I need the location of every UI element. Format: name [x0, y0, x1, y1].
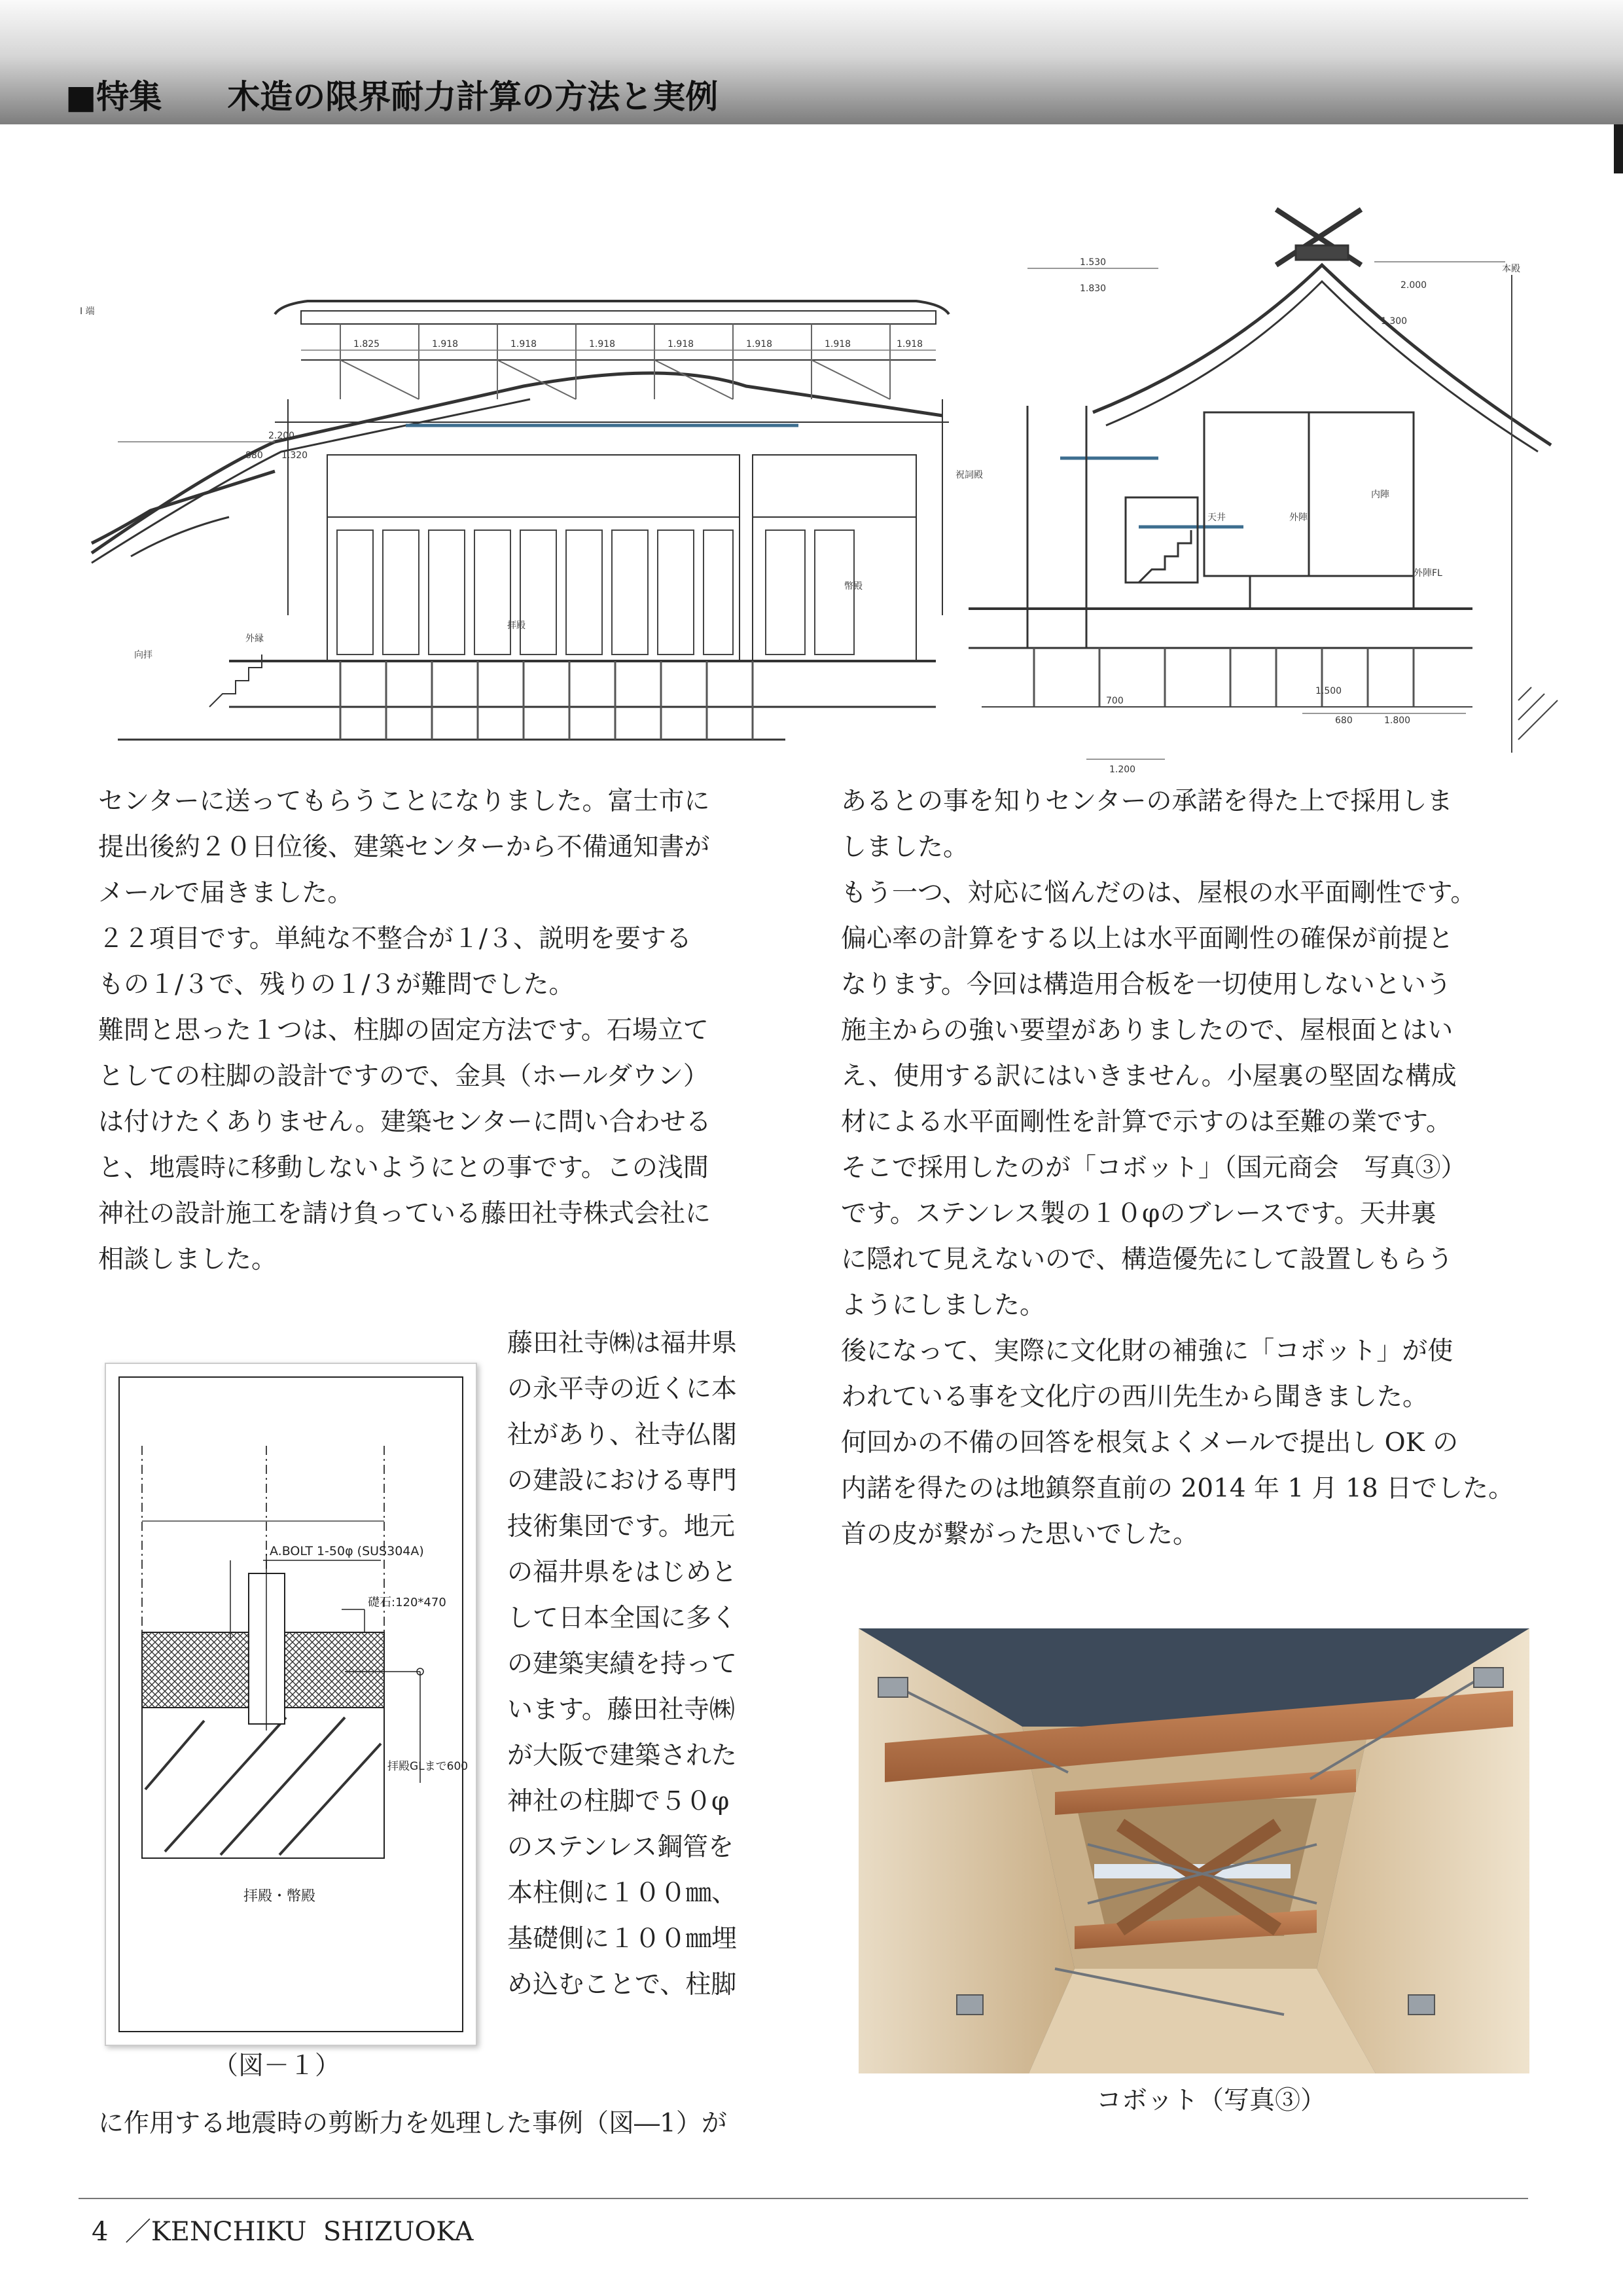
text-line: 相談しました。 — [98, 1245, 277, 1274]
footer — [92, 2211, 473, 2248]
drawing-label-naijin: 内陣 — [1371, 490, 1389, 500]
page-number: 4 — [92, 2217, 109, 2247]
text-line: 材による水平面剛性を計算で示すのは至難の業です。 — [841, 1107, 1452, 1137]
drawing-label-gejin: 外陣 — [1289, 512, 1308, 523]
dim-1830: 1.830 — [1080, 283, 1107, 294]
dim-1200: 1.200 — [1109, 764, 1136, 775]
text-line: センターに送ってもらうことになりました。富士市に — [98, 787, 710, 816]
stone-label: 礎石:120*470 — [368, 1596, 446, 1609]
figure-1-column-base-detail — [105, 1363, 477, 2046]
right-column-text — [841, 779, 1514, 1558]
dim-2200: 2.200 — [268, 431, 295, 441]
dim-1300: 1.300 — [1381, 316, 1408, 327]
dim-top-3: 1.918 — [510, 339, 537, 350]
footer-rule — [79, 2198, 1528, 2199]
text-line: います。藤田社寺㈱ — [507, 1695, 735, 1725]
drawing-label-left-edge: I 端 — [80, 306, 95, 317]
bolt-label: A.BOLT 1-50φ (SUS304A) — [270, 1544, 424, 1558]
page-title: ■特集 木造の限界耐力計算の方法と実例 — [65, 78, 719, 116]
text-line: 本柱側に１００㎜、 — [507, 1878, 738, 1908]
text-line: 基礎側に１００㎜埋 — [507, 1924, 738, 1954]
dim-top-4: 1.918 — [589, 339, 616, 350]
text-line: 神社の柱脚で５０φ — [507, 1787, 730, 1816]
text-line: ようにしました。 — [841, 1291, 1046, 1320]
figure-1-caption: （図－１） — [213, 2051, 341, 2081]
architectural-section-drawing — [79, 190, 1577, 775]
text-line: われている事を文化庁の西川先生から聞きました。 — [841, 1382, 1429, 1412]
text-line: 技術集団です。地元 — [507, 1512, 735, 1541]
dim-680: 680 — [1335, 715, 1353, 726]
room-label: 拝殿・幣殿 — [243, 1888, 316, 1905]
dim-top-2: 1.918 — [432, 339, 459, 350]
text-line: が大阪で建築された — [507, 1741, 738, 1770]
dim-1530: 1.530 — [1080, 257, 1107, 268]
text-line: して日本全国に多く — [507, 1604, 738, 1633]
text-line: あるとの事を知りセンターの承諾を得た上で採用しま — [841, 787, 1453, 816]
text-line: 偏心率の計算をする以上は水平面剛性の確保が前提と — [841, 924, 1454, 954]
dim-1800: 1.800 — [1384, 715, 1411, 726]
drawing-label-heiden: 幣殿 — [844, 581, 863, 592]
depth-label: 拝殿GLまで600 — [387, 1760, 469, 1773]
text-line: 後になって、実際に文化財の補強に「コボット」が使 — [841, 1336, 1454, 1366]
text-line: ２２項目です。単純な不整合が１/３、説明を要する — [98, 924, 692, 954]
text-line: め込むことで、柱脚 — [507, 1970, 737, 2000]
dim-top-1: 1.825 — [353, 339, 380, 350]
text-line: の建築実績を持って — [507, 1649, 738, 1679]
text-line: メールで届きました。 — [98, 878, 353, 908]
text-line: のステンレス鋼管を — [507, 1833, 734, 1862]
text-line: しました。 — [841, 833, 969, 862]
dim-top-8: 1.918 — [897, 339, 923, 350]
text-line: 何回かの不備の回答を根気よくメールで提出し OK の — [841, 1428, 1459, 1458]
text-line: なります。今回は構造用合板を一切使用しないという — [841, 970, 1452, 999]
dim-top-7: 1.918 — [825, 339, 851, 350]
text-line: と、地震時に移動しないようにとの事です。この浅間 — [98, 1153, 709, 1183]
left-bottom-text — [98, 2101, 727, 2147]
text-line: の永平寺の近くに本 — [507, 1374, 738, 1404]
dim-top-6: 1.918 — [746, 339, 773, 350]
text-line: に隠れて見えないので、構造優先にして設置しもらう — [841, 1245, 1454, 1274]
text-line: 首の皮が繋がった思いでした。 — [841, 1520, 1199, 1549]
text-line: もの１/３で、残りの１/３が難問でした。 — [98, 970, 575, 999]
side-tab-marker — [1614, 124, 1623, 173]
text-line: の建設における専門 — [507, 1466, 738, 1496]
text-line: そこで採用したのが「コボット」（国元商会 写真③） — [841, 1153, 1467, 1183]
dim-700: 700 — [1106, 696, 1124, 706]
column-base-drawing — [106, 1364, 476, 2045]
drawing-label-haiden: 拝殿 — [507, 620, 526, 631]
text-line: の福井県をはじめと — [507, 1558, 738, 1587]
text-line: 難問と思った１つは、柱脚の固定方法です。石場立て — [98, 1016, 709, 1045]
text-line: 社があり、社寺仏閣 — [507, 1420, 738, 1450]
drawing-label-kouhai: 向拝 — [134, 650, 152, 660]
text-line: 藤田社寺㈱は福井県 — [507, 1329, 738, 1358]
drawing-label-honden: 本殿 — [1502, 264, 1520, 274]
dim-880: 880 — [245, 450, 263, 461]
text-line: 内諾を得たのは地鎮祭直前の 2014 年 1 月 18 日でした。 — [841, 1474, 1514, 1503]
drawing-label-gaien: 外縁 — [245, 634, 264, 644]
roof-framing-illustration — [859, 1628, 1529, 2073]
drawing-label-gejin-fl: 外陣FL — [1414, 568, 1442, 579]
kobot-photo — [859, 1628, 1529, 2073]
text-line: もう一つ、対応に悩んだのは、屋根の水平面剛性です。 — [841, 878, 1476, 908]
dim-1500: 1.500 — [1315, 686, 1342, 696]
dim-top-5: 1.918 — [668, 339, 694, 350]
text-line: え、使用する訳にはいきません。小屋裏の堅固な構成 — [841, 1062, 1457, 1091]
text-line: に作用する地震時の剪断力を処理した事例（図―1）が — [98, 2109, 727, 2138]
magazine-name: ／KENCHIKU SHIZUOKA — [124, 2217, 474, 2247]
text-line: 神社の設計施工を請け負っている藤田社寺株式会社に — [98, 1199, 711, 1229]
narrow-column-text — [507, 1321, 737, 2008]
text-line: は付けたくありません。建築センターに問い合わせる — [98, 1107, 711, 1137]
dim-1320: 1.320 — [281, 450, 308, 461]
text-line: 施主からの強い要望がありましたので、屋根面とはい — [841, 1016, 1454, 1045]
photo-caption: コボット（写真③） — [1096, 2086, 1327, 2115]
text-line: です。ステンレス製の１０φのブレースです。天井裏 — [841, 1199, 1436, 1229]
dim-2000: 2.000 — [1400, 280, 1427, 291]
drawing-label-tenjo: 天井 — [1207, 512, 1226, 523]
text-line: 提出後約２０日位後、建築センターから不備通知書が — [98, 833, 710, 862]
text-line: としての柱脚の設計ですので、金具（ホールダウン） — [98, 1062, 709, 1091]
left-column-text — [98, 779, 711, 1283]
drawing-label-norito: 祝詞殿 — [955, 470, 983, 480]
